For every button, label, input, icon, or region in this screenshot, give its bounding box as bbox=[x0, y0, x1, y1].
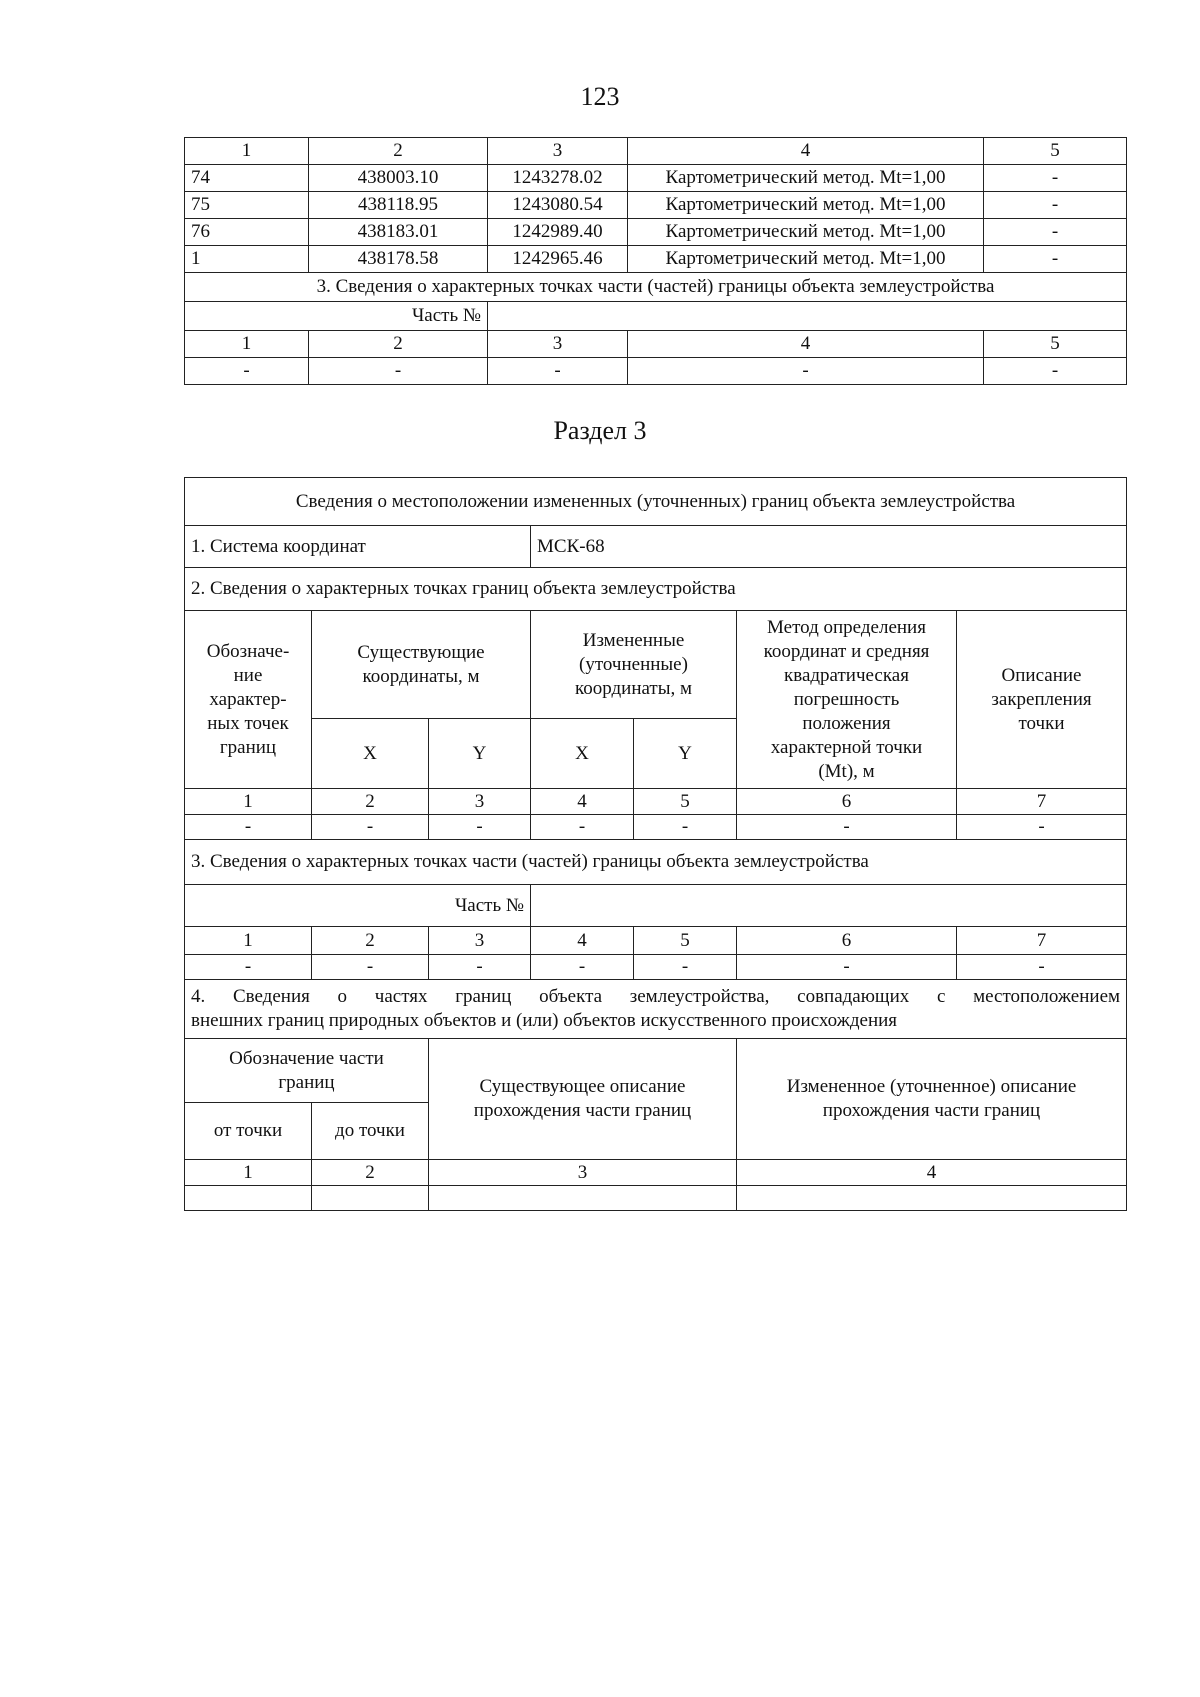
table-header-row bbox=[185, 138, 1127, 165]
table-header-row bbox=[185, 789, 1127, 815]
coord-x: 438183.01 bbox=[309, 219, 488, 246]
table-row bbox=[185, 955, 1127, 980]
header-to-point: до точки bbox=[312, 1103, 429, 1160]
empty-value: - bbox=[737, 955, 957, 980]
empty-value: - bbox=[737, 815, 957, 840]
method: Картометрический метод. Mt=1,00 bbox=[628, 165, 984, 192]
section-3-title: 3. Сведения о характерных точках части (частей) границы объекта землеустройства bbox=[185, 273, 1127, 302]
col-number: 1 bbox=[185, 927, 312, 955]
empty-value: - bbox=[957, 815, 1127, 840]
table-header-row bbox=[185, 1160, 1127, 1186]
table-row bbox=[185, 246, 1127, 273]
table-row bbox=[185, 219, 1127, 246]
empty-value: - bbox=[185, 955, 312, 980]
coord-y: 1243080.54 bbox=[488, 192, 628, 219]
empty-value: - bbox=[634, 815, 737, 840]
coord-y: 1242989.40 bbox=[488, 219, 628, 246]
header-description: Описание закрепления точки bbox=[957, 611, 1127, 789]
method: Картометрический метод. Mt=1,00 bbox=[628, 219, 984, 246]
header-y: Y bbox=[634, 719, 737, 789]
header-existing-description: Существующее описание прохождения части границ bbox=[429, 1039, 737, 1160]
col-number: 5 bbox=[984, 331, 1127, 358]
table-row bbox=[185, 815, 1127, 840]
method: Картометрический метод. Mt=1,00 bbox=[628, 246, 984, 273]
coord-x: 438178.58 bbox=[309, 246, 488, 273]
col-number: 7 bbox=[957, 927, 1127, 955]
table-row bbox=[185, 358, 1127, 385]
col-number: 4 bbox=[628, 138, 984, 165]
coordinates-table-continued bbox=[184, 137, 1127, 385]
header-existing-coords: Существующие координаты, м bbox=[312, 611, 531, 719]
empty-value: - bbox=[531, 955, 634, 980]
empty-value: - bbox=[984, 358, 1127, 385]
table-header-row bbox=[185, 331, 1127, 358]
col-number: 3 bbox=[488, 138, 628, 165]
col-number: 4 bbox=[737, 1160, 1127, 1186]
part-label: Часть № bbox=[185, 302, 488, 331]
table-row bbox=[185, 1186, 1127, 1211]
part-label: Часть № bbox=[185, 885, 531, 927]
col-number: 3 bbox=[429, 789, 531, 815]
empty-value: - bbox=[429, 955, 531, 980]
empty-value: - bbox=[312, 815, 429, 840]
header-designation: Обозначе- ние характер- ных точек границ bbox=[185, 611, 312, 789]
col-number: 4 bbox=[531, 789, 634, 815]
parts-title: 3. Сведения о характерных точках части (частей) границы объекта землеустройства bbox=[185, 840, 1127, 885]
col-number: 6 bbox=[737, 789, 957, 815]
empty-value: - bbox=[628, 358, 984, 385]
col-number: 7 bbox=[957, 789, 1127, 815]
boundary-location-table bbox=[184, 477, 1127, 1211]
col-number: 1 bbox=[185, 789, 312, 815]
col-number: 1 bbox=[185, 138, 309, 165]
empty-cell bbox=[737, 1186, 1127, 1211]
coord-system-value: МСК-68 bbox=[531, 526, 1127, 568]
empty-cell bbox=[429, 1186, 737, 1211]
empty-value: - bbox=[957, 955, 1127, 980]
col-number: 2 bbox=[312, 927, 429, 955]
points-title: 2. Сведения о характерных точках границ объекта землеустройства bbox=[185, 568, 1127, 611]
col-number: 2 bbox=[309, 138, 488, 165]
empty-value: - bbox=[634, 955, 737, 980]
point-id: 75 bbox=[185, 192, 309, 219]
coord-x: 438118.95 bbox=[309, 192, 488, 219]
col-number: 2 bbox=[312, 789, 429, 815]
coord-system-label: 1. Система координат bbox=[185, 526, 531, 568]
col-number: 5 bbox=[984, 138, 1127, 165]
point-id: 74 bbox=[185, 165, 309, 192]
col-number: 3 bbox=[429, 927, 531, 955]
col-number: 1 bbox=[185, 331, 309, 358]
header-changed-coords: Измененные (уточненные) координаты, м bbox=[531, 611, 737, 719]
col-number: 2 bbox=[312, 1160, 429, 1186]
empty-value: - bbox=[309, 358, 488, 385]
description: - bbox=[984, 246, 1127, 273]
col-number: 5 bbox=[634, 789, 737, 815]
coord-y: 1242965.46 bbox=[488, 246, 628, 273]
empty-cell bbox=[312, 1186, 429, 1211]
empty-value: - bbox=[488, 358, 628, 385]
header-y: Y bbox=[429, 719, 531, 789]
empty-value: - bbox=[531, 815, 634, 840]
header-x: X bbox=[531, 719, 634, 789]
table-row bbox=[185, 192, 1127, 219]
col-number: 4 bbox=[531, 927, 634, 955]
part-value-cell bbox=[488, 302, 1127, 331]
method: Картометрический метод. Mt=1,00 bbox=[628, 192, 984, 219]
section-4-title: 4. Сведения о частях границ объекта землеустройства, совпадающих с местоположением внешних границ природных объектов и (или) объектов искусственного происхождения bbox=[185, 980, 1127, 1039]
empty-value: - bbox=[185, 815, 312, 840]
header-from-point: от точки bbox=[185, 1103, 312, 1160]
description: - bbox=[984, 165, 1127, 192]
description: - bbox=[984, 192, 1127, 219]
table-row bbox=[185, 165, 1127, 192]
col-number: 3 bbox=[488, 331, 628, 358]
col-number: 2 bbox=[309, 331, 488, 358]
empty-cell bbox=[185, 1186, 312, 1211]
empty-value: - bbox=[185, 358, 309, 385]
table-title: Сведения о местоположении измененных (уточненных) границ объекта землеустройства bbox=[185, 478, 1127, 526]
header-changed-description: Измененное (уточненное) описание прохождения части границ bbox=[737, 1039, 1127, 1160]
section-title: Раздел 3 bbox=[553, 416, 647, 445]
col-number: 6 bbox=[737, 927, 957, 955]
coord-y: 1243278.02 bbox=[488, 165, 628, 192]
col-number: 5 bbox=[634, 927, 737, 955]
col-number: 3 bbox=[429, 1160, 737, 1186]
empty-value: - bbox=[429, 815, 531, 840]
point-id: 76 bbox=[185, 219, 309, 246]
table-header-row bbox=[185, 927, 1127, 955]
col-number: 1 bbox=[185, 1160, 312, 1186]
coord-x: 438003.10 bbox=[309, 165, 488, 192]
description: - bbox=[984, 219, 1127, 246]
part-value-cell bbox=[531, 885, 1127, 927]
page-number: 123 bbox=[580, 82, 620, 111]
header-x: X bbox=[312, 719, 429, 789]
header-part-designation: Обозначение части границ bbox=[185, 1039, 429, 1103]
col-number: 4 bbox=[628, 331, 984, 358]
point-id: 1 bbox=[185, 246, 309, 273]
header-method: Метод определения координат и средняя квадратическая погрешность положения характерной точки (Mt), м bbox=[737, 611, 957, 789]
empty-value: - bbox=[312, 955, 429, 980]
